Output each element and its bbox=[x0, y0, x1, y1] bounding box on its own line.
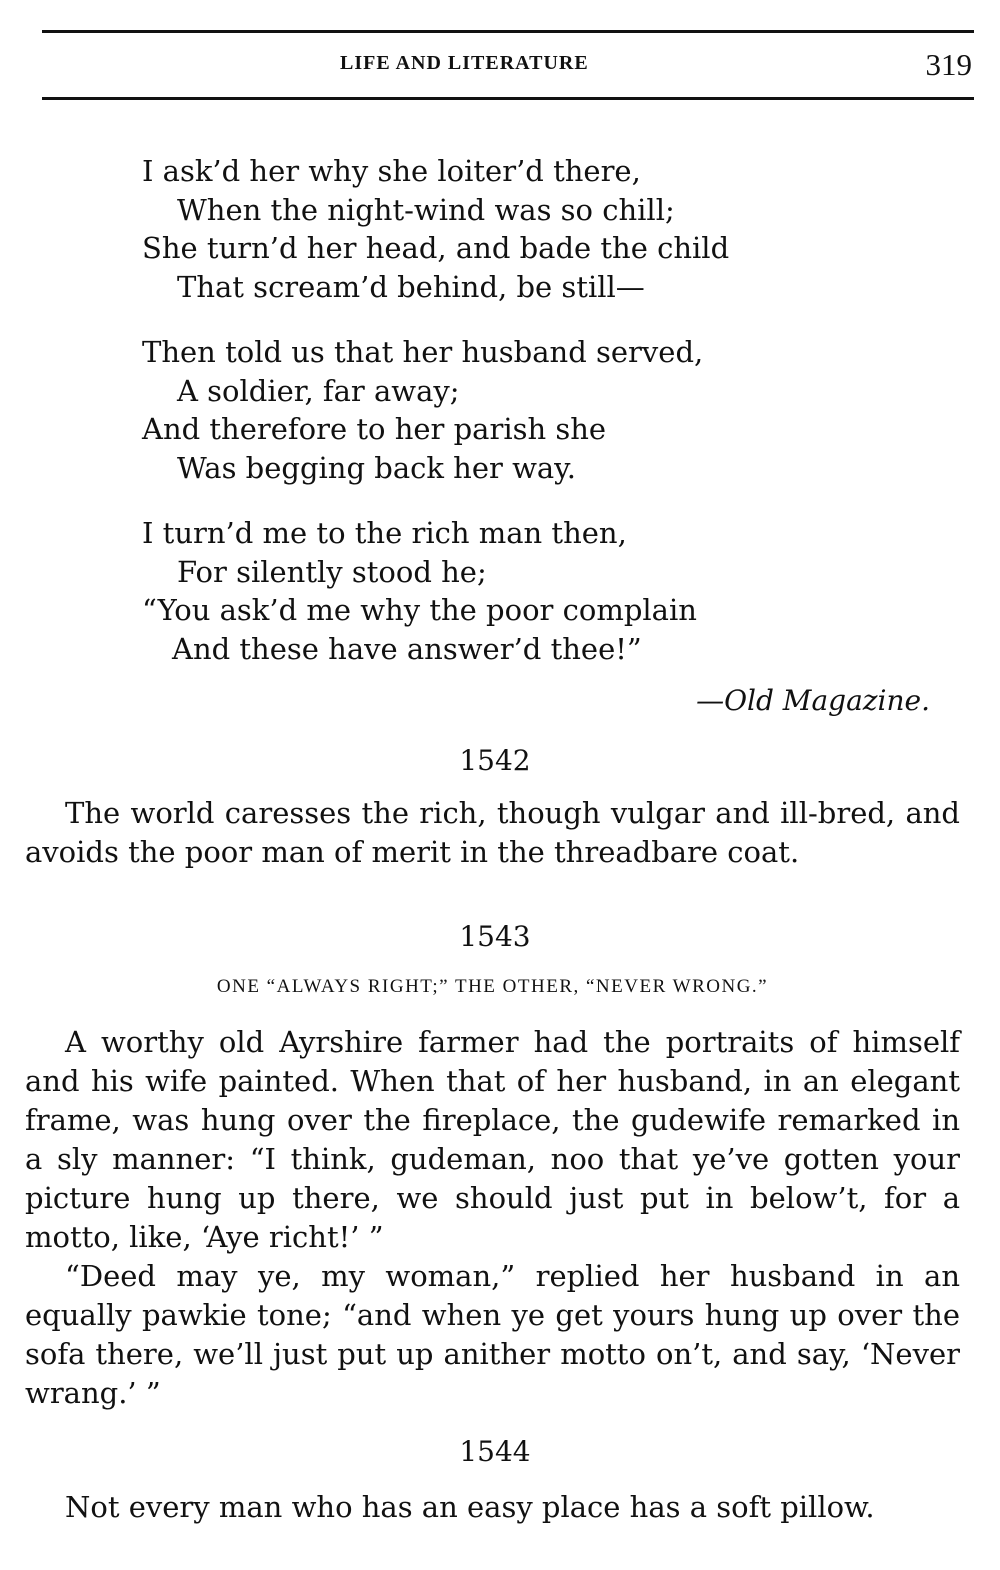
entry-1543-text bbox=[25, 1023, 960, 1413]
entry-1544-text bbox=[25, 1488, 960, 1527]
poem-line: For silently stood he; bbox=[177, 554, 487, 589]
entry-1543-title: ONE “ALWAYS RIGHT;” THE OTHER, “NEVER WRONG.” bbox=[216, 976, 769, 997]
poem bbox=[142, 152, 942, 668]
paragraph: Not every man who has an easy place has a soft pillow. bbox=[65, 1490, 875, 1524]
poem-stanza bbox=[142, 152, 942, 306]
paragraph: The world caresses the rich, though vulgar and ill-bred, and avoids the poor man of merit in the threadbare coat. bbox=[25, 796, 960, 869]
entry-1542-text bbox=[25, 794, 960, 872]
header-bottom-rule bbox=[42, 97, 974, 100]
entry-number-1542: 1542 bbox=[459, 744, 531, 777]
poem-line: “You ask’d me why the poor complain bbox=[142, 593, 697, 627]
poem-line: And therefore to her parish she bbox=[142, 412, 607, 446]
poem-stanza bbox=[142, 333, 942, 487]
page-number: 319 bbox=[925, 47, 972, 82]
poem-line: I ask’d her why she loiter’d there, bbox=[142, 154, 641, 188]
poem-line: When the night-wind was so chill; bbox=[177, 192, 675, 227]
poem-line: She turn’d her head, and bade the child bbox=[142, 231, 730, 265]
poem-line: Then told us that her husband served, bbox=[142, 335, 704, 369]
paragraph: A worthy old Ayrshire farmer had the portraits of himself and his wife painted. When that of her husband, in an elegant frame, was hung over the fireplace, the gudewife remarked in a sly manner: “I think, gudeman, noo that ye’ve gotten your picture hung up there, we should just put in below’t, for a motto, like, ‘Aye richt!’ ” bbox=[25, 1025, 960, 1254]
entry-number-1543: 1543 bbox=[459, 920, 531, 953]
poem-line: And these have answer’d thee!” bbox=[172, 631, 642, 666]
poem-line: That scream’d behind, be still— bbox=[177, 269, 645, 304]
poem-stanza bbox=[142, 514, 942, 668]
poem-line: I turn’d me to the rich man then, bbox=[142, 516, 627, 550]
paragraph: “Deed may ye, my woman,” replied her husband in an equally pawkie tone; “and when ye get yours hung up over the sofa there, we’ll just put up anither motto on’t, and say, ‘Never wrang.’ ” bbox=[25, 1259, 960, 1410]
header-top-rule bbox=[42, 30, 974, 33]
entry-number-1544: 1544 bbox=[459, 1435, 531, 1468]
poem-line: Was begging back her way. bbox=[177, 450, 576, 485]
running-head: LIFE AND LITERATURE bbox=[340, 52, 589, 74]
poem-attribution: —Old Magazine. bbox=[696, 684, 930, 717]
poem-line: A soldier, far away; bbox=[177, 373, 460, 408]
